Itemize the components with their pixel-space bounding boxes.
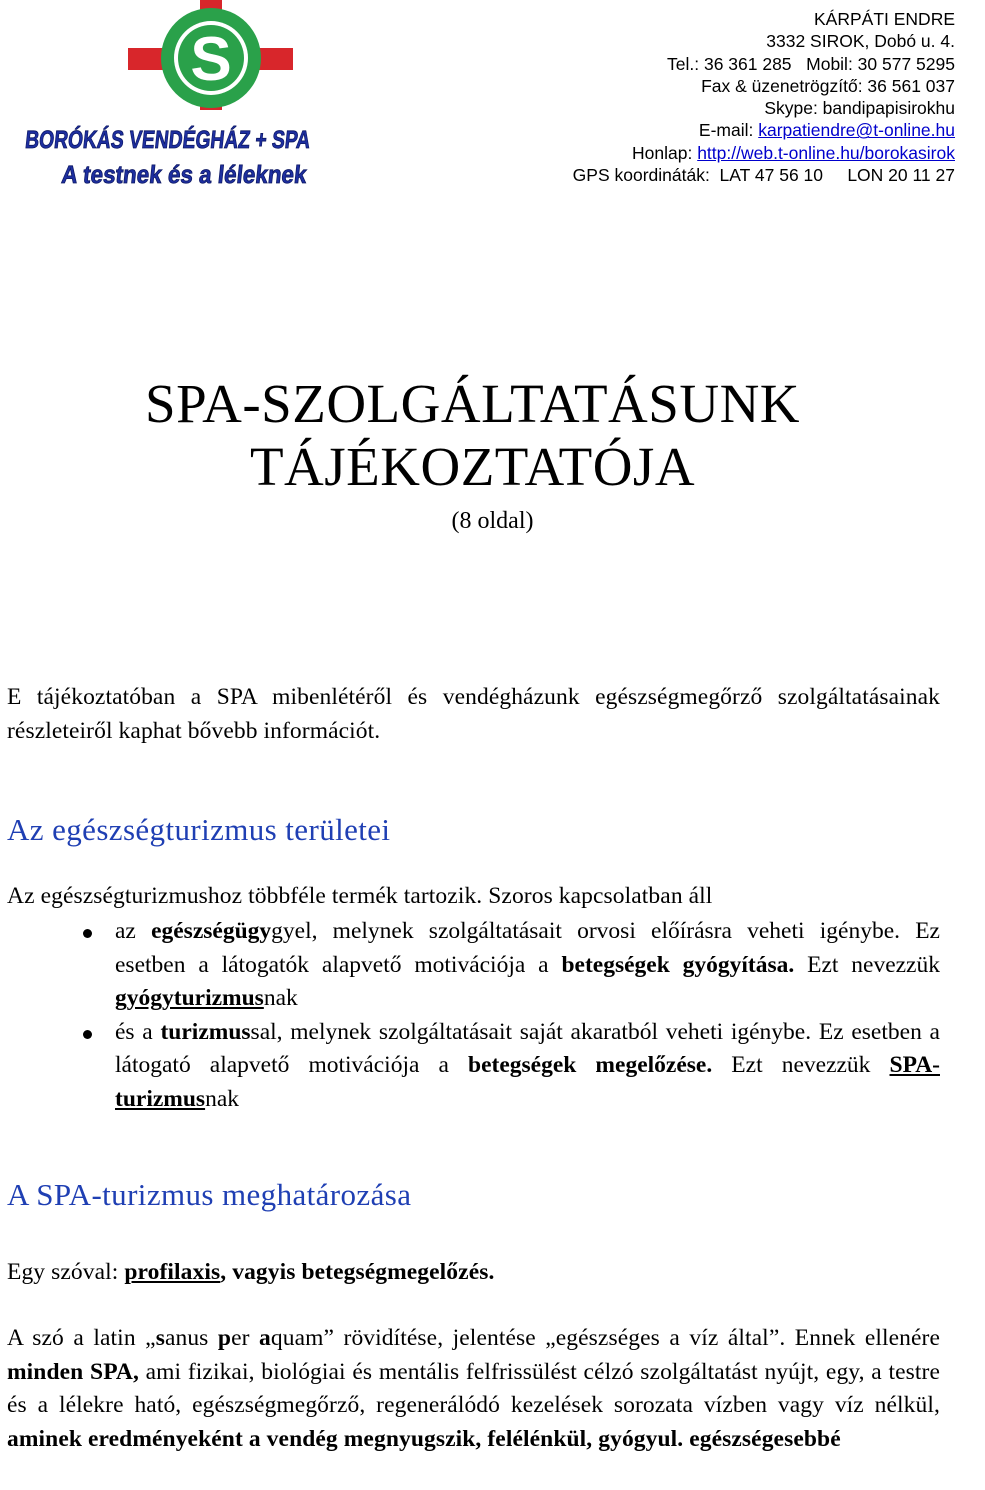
text-run-bold: a: [259, 1325, 271, 1351]
document-title: [0, 372, 945, 498]
term-gyogyturizmus: gyógyturizmus: [115, 985, 264, 1011]
list-item: [7, 915, 940, 1016]
text-run-bold: aminek eredményeként a vendég megnyugszik, felélénkül, gyógyul. egészségesebbé: [7, 1425, 841, 1452]
text-run-bold: betegségek megelőzése.: [468, 1052, 713, 1078]
contact-block: [395, 8, 955, 186]
contact-web-label: Honlap:: [632, 142, 698, 163]
text-run: sal, melynek szolgáltatásait saját akaratból veheti igénybe. Ez esetben a látogató alapvető motivációja a: [115, 1018, 940, 1078]
text-run-bold: turizmus: [160, 1018, 251, 1045]
contact-gps: GPS koordináták: LAT 47 56 10 LON 20 11 27: [572, 165, 955, 186]
logo-graphic: [23, 0, 397, 200]
text-run: nak: [263, 985, 298, 1011]
contact-email-row: [395, 119, 955, 141]
contact-name: KÁRPÁTI ENDRE: [814, 9, 955, 29]
section1-bullet-list: [7, 915, 940, 1116]
text-run: az: [115, 918, 152, 944]
contact-email-label: E-mail:: [698, 120, 759, 141]
text-run: és a: [115, 1018, 161, 1045]
page-count: (8 oldal): [451, 508, 534, 534]
text-run: Ezt nevezzük: [794, 951, 940, 978]
section-heading-health-tourism: Az egészségturizmus területei: [7, 812, 391, 847]
term-profilaxis: profilaxis: [124, 1259, 221, 1285]
logo-brand: BORÓKÁS VENDÉGHÁZ + SPA: [23, 126, 397, 154]
section1-lead: Az egészségturizmushoz többféle termék tartozik. Szoros kapcsolatban áll: [7, 883, 713, 909]
text-run-bold: betegségek gyógyítása.: [561, 951, 795, 978]
section-heading-spa-definition: A SPA-turizmus meghatározása: [7, 1177, 412, 1212]
contact-skype: Skype: bandipapisirokhu: [764, 98, 955, 119]
title-line-1: SPA-SZOLGÁLTATÁSUNK: [144, 373, 801, 434]
text-run-bold: , vagyis betegségmegelőzés.: [220, 1259, 495, 1285]
logo-slogan: A testnek és a léleknek: [60, 161, 336, 189]
text-run: nak: [205, 1085, 240, 1112]
definition-paragraph: [7, 1256, 940, 1290]
text-run: er: [231, 1325, 260, 1351]
bullet-icon: [83, 1030, 92, 1039]
logo: [23, 0, 397, 200]
text-run-bold: minden SPA,: [7, 1358, 139, 1385]
contact-address: 3332 SIROK, Dobó u. 4.: [766, 31, 955, 52]
email-link[interactable]: karpatiendre@t-online.hu: [758, 120, 955, 141]
contact-web-row: [395, 142, 955, 164]
bullet-icon: [83, 929, 92, 938]
text-run-bold: egészségügy: [151, 918, 272, 944]
text-run-bold: s: [155, 1325, 165, 1351]
text-run-bold: p: [217, 1325, 232, 1351]
text-run: gyel, melynek szolgáltatásait orvosi előírásra veheti igénybe. Ez esetben a látogatók alapvető motivációja a: [115, 918, 940, 978]
text-run: Egy szóval:: [7, 1259, 125, 1285]
term-spa-turizmus: SPA-turizmus: [115, 1052, 940, 1112]
text-run: anus: [164, 1325, 218, 1351]
etymology-paragraph: [7, 1322, 940, 1456]
text-run: A szó a latin „: [7, 1325, 156, 1351]
contact-fax: Fax & üzenetrögzítő: 36 561 037: [701, 75, 955, 96]
title-line-2: TÁJÉKOZTATÓJA: [249, 436, 696, 497]
intro-paragraph: E tájékoztatóban a SPA mibenlétéről és vendégházunk egészségmegőrző szolgáltatásainak részleteiről kaphat bővebb információt.: [7, 684, 940, 744]
text-run: quam” rövidítése, jelentése „egészséges a víz által”. Ennek ellenére: [270, 1325, 940, 1351]
website-link[interactable]: http://web.t-online.hu/borokasirok: [697, 142, 955, 163]
contact-phone: Tel.: 36 361 285 Mobil: 30 577 5295: [667, 53, 955, 74]
logo-letter: S: [190, 25, 232, 94]
text-run: ami fizikai, biológiai és mentális felfrissülést célzó szolgáltatást nyújt, egy, a testre és a lélekre ható, egészségmegőrző, regenerálódó kezelések sorozata vízben vagy víz nélkül,: [7, 1358, 940, 1418]
text-run: Ezt nevezzük: [712, 1052, 890, 1078]
list-item: [7, 1016, 940, 1117]
